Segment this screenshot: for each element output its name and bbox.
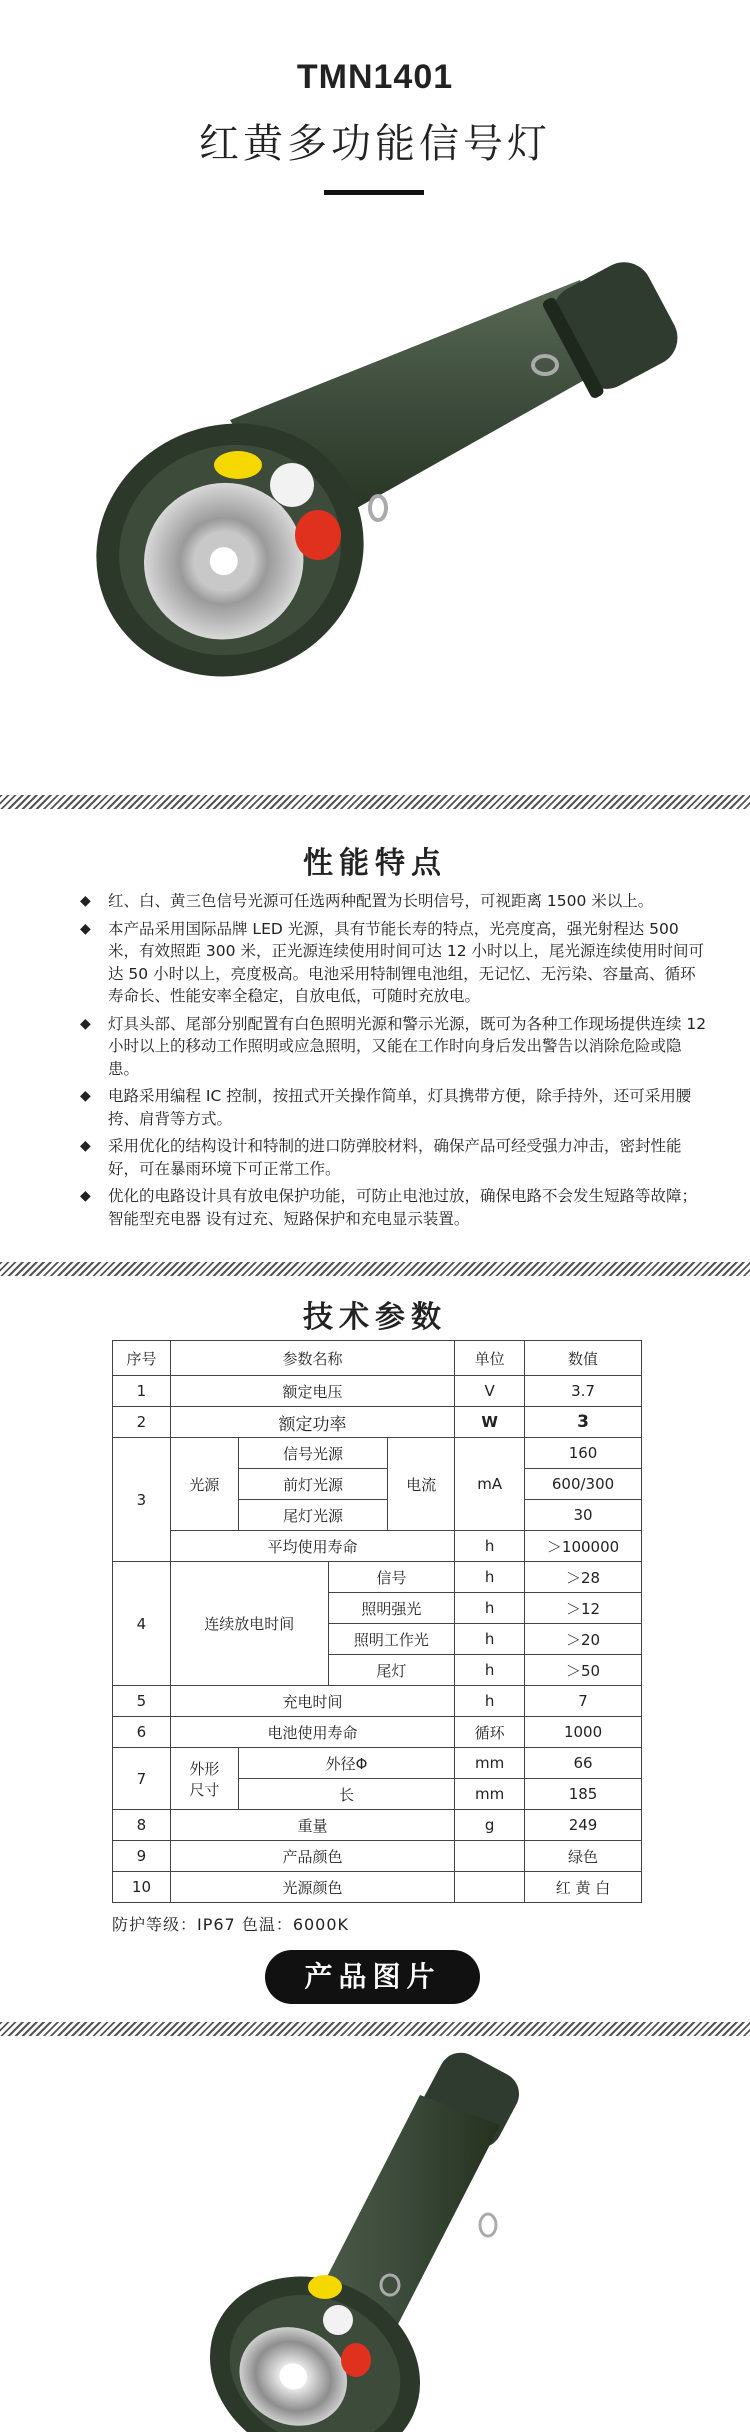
white-signal-lens [270,463,314,507]
specs-table [112,1340,642,1903]
table-row: 10 光源颜色 红 黄 白 [113,1872,642,1903]
product-model: TMN1401 [296,58,454,96]
table-row: 3 光源 信号光源 电流 mA 160 [113,1438,642,1469]
table-row: 7 外形 尺寸 外径Φ mm 66 [113,1748,642,1779]
feature-item: ◆ 优化的电路设计具有放电保护功能，可防止电池过放，确保电路不会发生短路等故障；智能型充电器 设有过充、短路保护和充电显示装置。 [80,1187,698,1228]
table-row: 2 额定功率 W 3 [113,1407,642,1438]
features-heading: 性能特点 [303,846,447,881]
flashlight-hero-image [60,210,690,750]
red-signal-lens [295,510,341,560]
feature-item: ◆ 灯具头部、尾部分别配置有白色照明光源和警示光源，既可为各种工作现场提供连续 12 小时以上的移动工作照明或应急照明，又能在工作时向身后发出警告以消除危险或隐患。 [80,1014,707,1078]
yellow-signal-lens [214,451,262,479]
feature-item: ◆ 本产品采用国际品牌 LED 光源，具有节能长寿的特点，光亮度高，强光射程达 500 米，有效照距 300 米，正光源连续使用时间可达 12 小时以上，尾光源连续使用时间可达 50 小时以上，亮度极高。电池采用特制锂电池组，无记忆、无污染、容量高、循环寿命长、性能安率全稳定，自放电低，可随时充放电。 [80,919,705,1005]
divider-hatch [0,1262,750,1276]
feature-item: ◆ 红、白、黄三色信号光源可任选两种配置为长明信号，可视距离 1500 米以上。 [78,890,708,913]
table-row: 照明工作光 h ＞20 [113,1624,642,1655]
table-row: 尾灯 h ＞50 [113,1655,642,1686]
diamond-bullet-icon: ◆ [80,1188,91,1204]
table-row: 照明强光 h ＞12 [113,1593,642,1624]
divider-hatch [0,795,750,809]
diamond-bullet-icon: ◆ [80,893,91,909]
title-underline [324,190,424,195]
features-list [78,890,708,1235]
table-row: 5 充电时间 h 7 [113,1686,642,1717]
diamond-bullet-icon: ◆ [80,1015,91,1032]
table-row: 4 连续放电时间 信号 h ＞28 [113,1562,642,1593]
table-row: 前灯光源 600/300 [113,1469,642,1500]
protection-footnote: 防护等级：IP67 色温：6000K [112,1915,350,1934]
diamond-bullet-icon: ◆ [80,920,91,937]
table-row: 8 重量 g 249 [113,1810,642,1841]
feature-item: ◆ 电路采用编程 IC 控制，按扭式开关操作简单，灯具携带方便，除手持外，还可采用腰挎、肩背等方式。 [80,1087,692,1128]
gallery-banner: 产品图片 [265,1950,480,2004]
diamond-bullet-icon: ◆ [80,1138,91,1154]
table-row: 平均使用寿命 h ＞100000 [113,1531,642,1562]
diamond-bullet-icon: ◆ [80,1088,91,1104]
table-row: 长 mm 185 [113,1779,642,1810]
table-row: 尾灯光源 30 [113,1500,642,1531]
table-row: 6 电池使用寿命 循环 1000 [113,1717,642,1748]
table-header-row: 序号 参数名称 单位 数值 [113,1341,642,1376]
table-row: 1 额定电压 V 3.7 [113,1376,642,1407]
specs-heading: 技术参数 [303,1300,447,1335]
flashlight-gallery-image [60,2040,690,2432]
product-title: 红黄多功能信号灯 [199,121,551,167]
table-row: 9 产品颜色 绿色 [113,1841,642,1872]
divider-hatch [0,2022,750,2036]
feature-item: ◆ 采用优化的结构设计和特制的进口防弹胶材料，确保产品可经受强力冲击，密封性能好，可在暴雨环境下可正常工作。 [80,1137,682,1178]
